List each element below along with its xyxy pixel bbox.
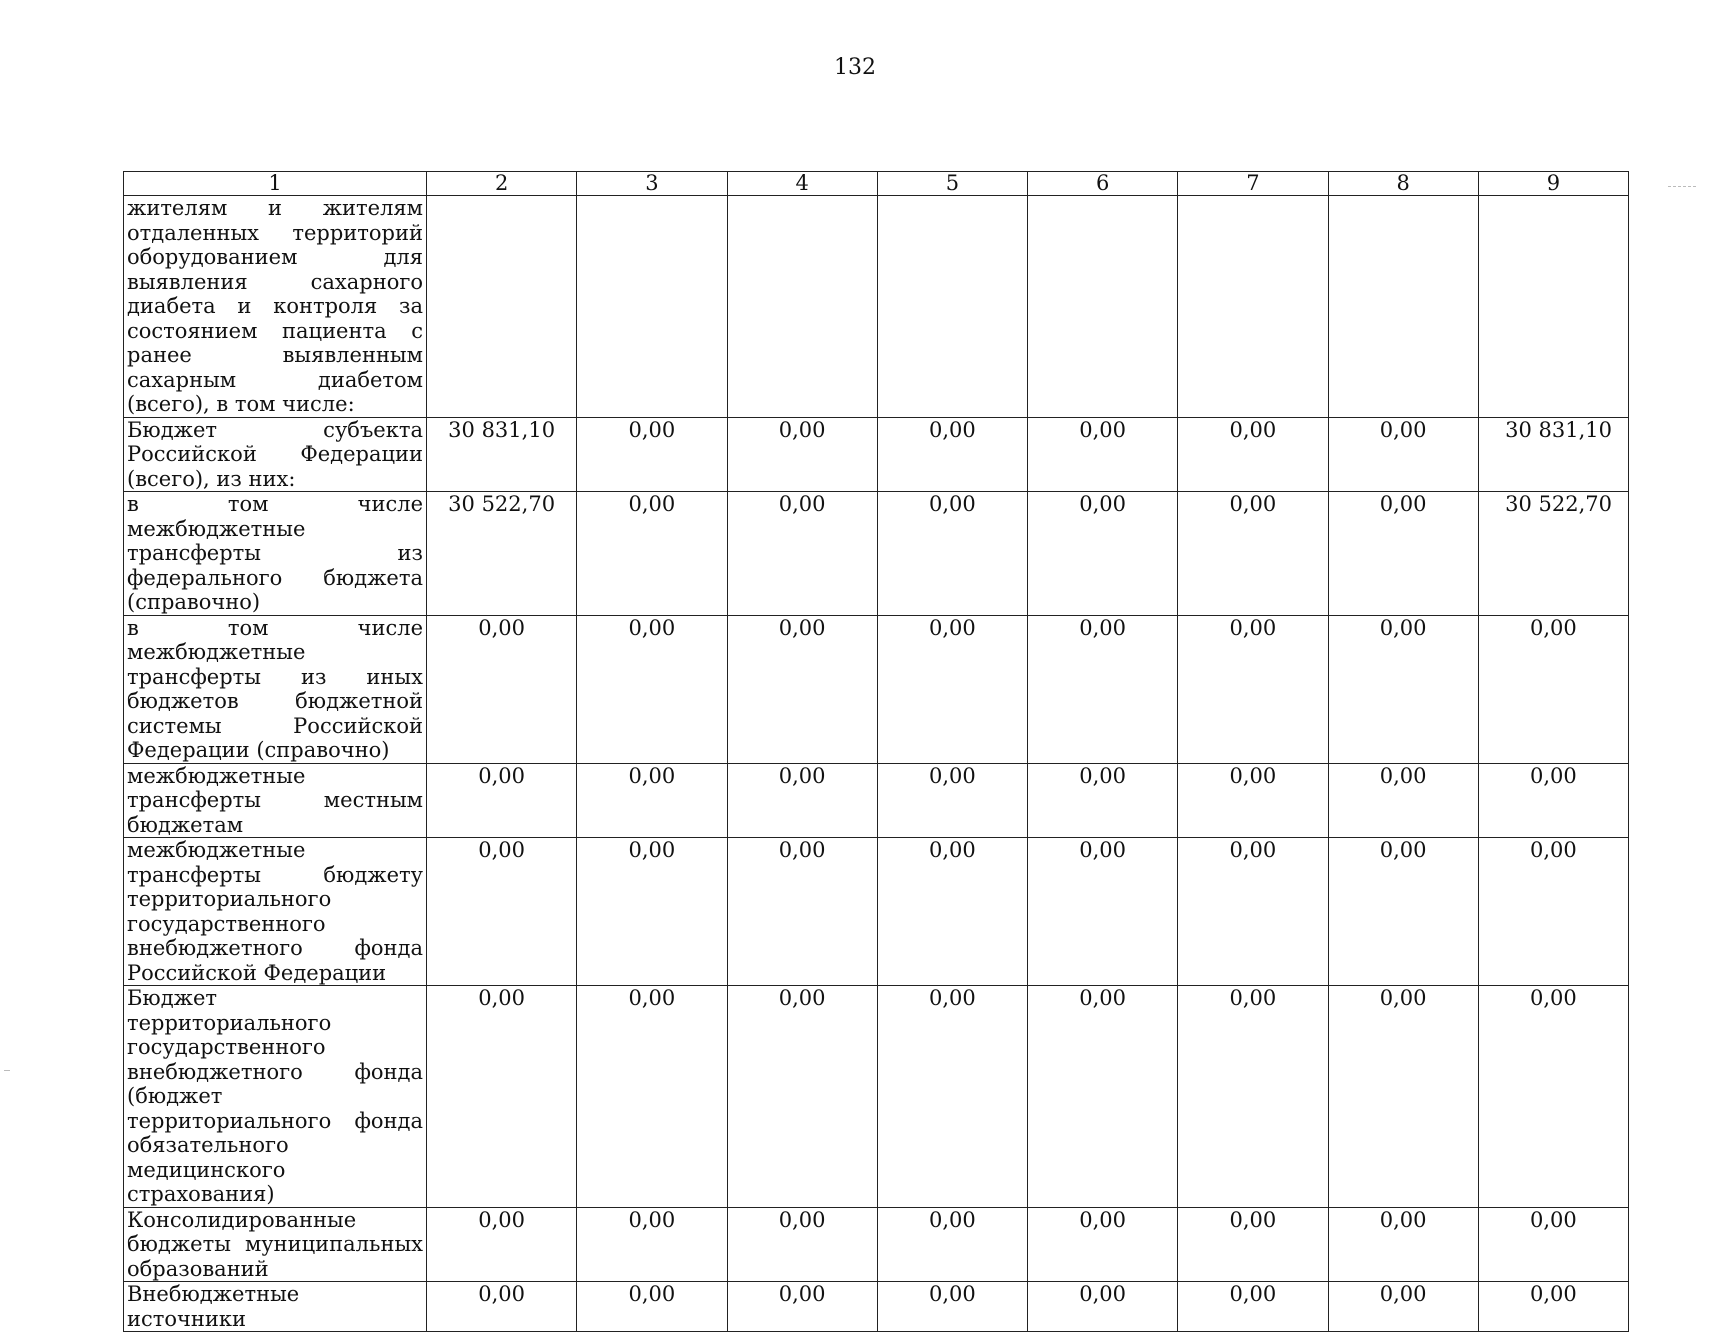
value-cell: 0,00: [1178, 417, 1328, 492]
table-row: [124, 615, 1629, 763]
value-cell: 0,00: [1178, 615, 1328, 763]
value-cell: 30 522,70: [427, 492, 577, 616]
table-row: [124, 986, 1629, 1208]
value-cell: 0,00: [1478, 1207, 1628, 1282]
value-cell: 0,00: [427, 763, 577, 838]
value-cell: 0,00: [727, 615, 877, 763]
value-cell: 0,00: [877, 417, 1027, 492]
value-cell: 0,00: [577, 417, 727, 492]
row-label: Внебюджетные источники: [124, 1282, 427, 1332]
value-cell: 0,00: [1028, 986, 1178, 1208]
value-cell: 0,00: [727, 986, 877, 1208]
value-cell: 0,00: [577, 492, 727, 616]
value-cell: 0,00: [727, 417, 877, 492]
header-cell: 6: [1028, 172, 1178, 196]
value-cell: 0,00: [1478, 763, 1628, 838]
header-cell: 5: [877, 172, 1027, 196]
value-cell: 0,00: [877, 838, 1027, 986]
value-cell: 0,00: [1178, 492, 1328, 616]
value-cell: 0,00: [1028, 838, 1178, 986]
value-cell: 0,00: [1328, 1282, 1478, 1332]
header-cell: 3: [577, 172, 727, 196]
page-number: 132: [834, 55, 876, 80]
row-label: в том числе межбюджетные трансферты из федерального бюджета (справочно): [124, 492, 427, 616]
value-cell: 0,00: [1478, 615, 1628, 763]
header-cell: 2: [427, 172, 577, 196]
value-cell: 0,00: [877, 1282, 1027, 1332]
value-cell: 0,00: [577, 763, 727, 838]
value-cell: 0,00: [1328, 417, 1478, 492]
value-cell: 0,00: [1478, 838, 1628, 986]
value-cell: 0,00: [1028, 1282, 1178, 1332]
row-label: межбюджетные трансферты местным бюджетам: [124, 763, 427, 838]
value-cell: 30 831,10: [1478, 417, 1628, 492]
value-cell: 0,00: [877, 763, 1027, 838]
value-cell: [727, 196, 877, 418]
header-cell: 7: [1178, 172, 1328, 196]
value-cell: 0,00: [1178, 1207, 1328, 1282]
value-cell: 0,00: [577, 838, 727, 986]
value-cell: 30 831,10: [427, 417, 577, 492]
value-cell: [877, 196, 1027, 418]
value-cell: 0,00: [1028, 1207, 1178, 1282]
header-cell: 8: [1328, 172, 1478, 196]
table-row: [124, 417, 1629, 492]
header-cell: 1: [124, 172, 427, 196]
scan-mark: [4, 1070, 10, 1071]
value-cell: 0,00: [877, 986, 1027, 1208]
value-cell: 0,00: [1328, 492, 1478, 616]
value-cell: 0,00: [427, 986, 577, 1208]
value-cell: 0,00: [427, 1207, 577, 1282]
value-cell: 0,00: [1178, 1282, 1328, 1332]
value-cell: 0,00: [577, 1207, 727, 1282]
value-cell: 0,00: [1178, 838, 1328, 986]
row-label: в том числе межбюджетные трансферты из иных бюджетов бюджетной системы Российской Федерации (справочно): [124, 615, 427, 763]
value-cell: 0,00: [427, 615, 577, 763]
value-cell: 0,00: [727, 838, 877, 986]
value-cell: 0,00: [877, 492, 1027, 616]
row-label: Консолидированные бюджеты муниципальных образований: [124, 1207, 427, 1282]
value-cell: 0,00: [1328, 615, 1478, 763]
value-cell: 0,00: [1028, 615, 1178, 763]
row-label: жителям и жителям отдаленных территорий оборудованием для выявления сахарного диабета и контроля за состоянием пациента с ранее выявленным сахарным диабетом (всего), в том числе:: [124, 196, 427, 418]
value-cell: 0,00: [1028, 492, 1178, 616]
value-cell: [427, 196, 577, 418]
value-cell: 0,00: [577, 1282, 727, 1332]
row-label: межбюджетные трансферты бюджету территориального государственного внебюджетного фонда Российской Федерации: [124, 838, 427, 986]
value-cell: 0,00: [1328, 838, 1478, 986]
value-cell: 0,00: [877, 1207, 1027, 1282]
value-cell: 0,00: [427, 1282, 577, 1332]
value-cell: 0,00: [727, 1207, 877, 1282]
table-row: [124, 492, 1629, 616]
value-cell: 0,00: [1328, 1207, 1478, 1282]
value-cell: 0,00: [877, 615, 1027, 763]
value-cell: [1478, 196, 1628, 418]
value-cell: 0,00: [577, 986, 727, 1208]
header-cell: 4: [727, 172, 877, 196]
header-cell: 9: [1478, 172, 1628, 196]
value-cell: 0,00: [577, 615, 727, 763]
budget-table: [123, 171, 1629, 1332]
value-cell: 0,00: [727, 763, 877, 838]
row-label: Бюджет территориального государственного внебюджетного фонда (бюджет территориального фонда обязательного медицинского страхования): [124, 986, 427, 1208]
table-row: [124, 1207, 1629, 1282]
value-cell: 0,00: [727, 492, 877, 616]
table-row: [124, 1282, 1629, 1332]
scan-mark: [1668, 186, 1696, 188]
value-cell: 30 522,70: [1478, 492, 1628, 616]
value-cell: [577, 196, 727, 418]
header-row: [124, 172, 1629, 196]
value-cell: [1178, 196, 1328, 418]
value-cell: 0,00: [427, 838, 577, 986]
value-cell: 0,00: [1028, 763, 1178, 838]
value-cell: 0,00: [1328, 986, 1478, 1208]
value-cell: [1028, 196, 1178, 418]
row-label: Бюджет субъекта Российской Федерации (всего), из них:: [124, 417, 427, 492]
value-cell: 0,00: [1328, 763, 1478, 838]
value-cell: 0,00: [1178, 986, 1328, 1208]
table-row: [124, 838, 1629, 986]
value-cell: 0,00: [727, 1282, 877, 1332]
value-cell: [1328, 196, 1478, 418]
value-cell: 0,00: [1178, 763, 1328, 838]
value-cell: 0,00: [1478, 1282, 1628, 1332]
table-row: [124, 196, 1629, 418]
table-row: [124, 763, 1629, 838]
value-cell: 0,00: [1478, 986, 1628, 1208]
value-cell: 0,00: [1028, 417, 1178, 492]
